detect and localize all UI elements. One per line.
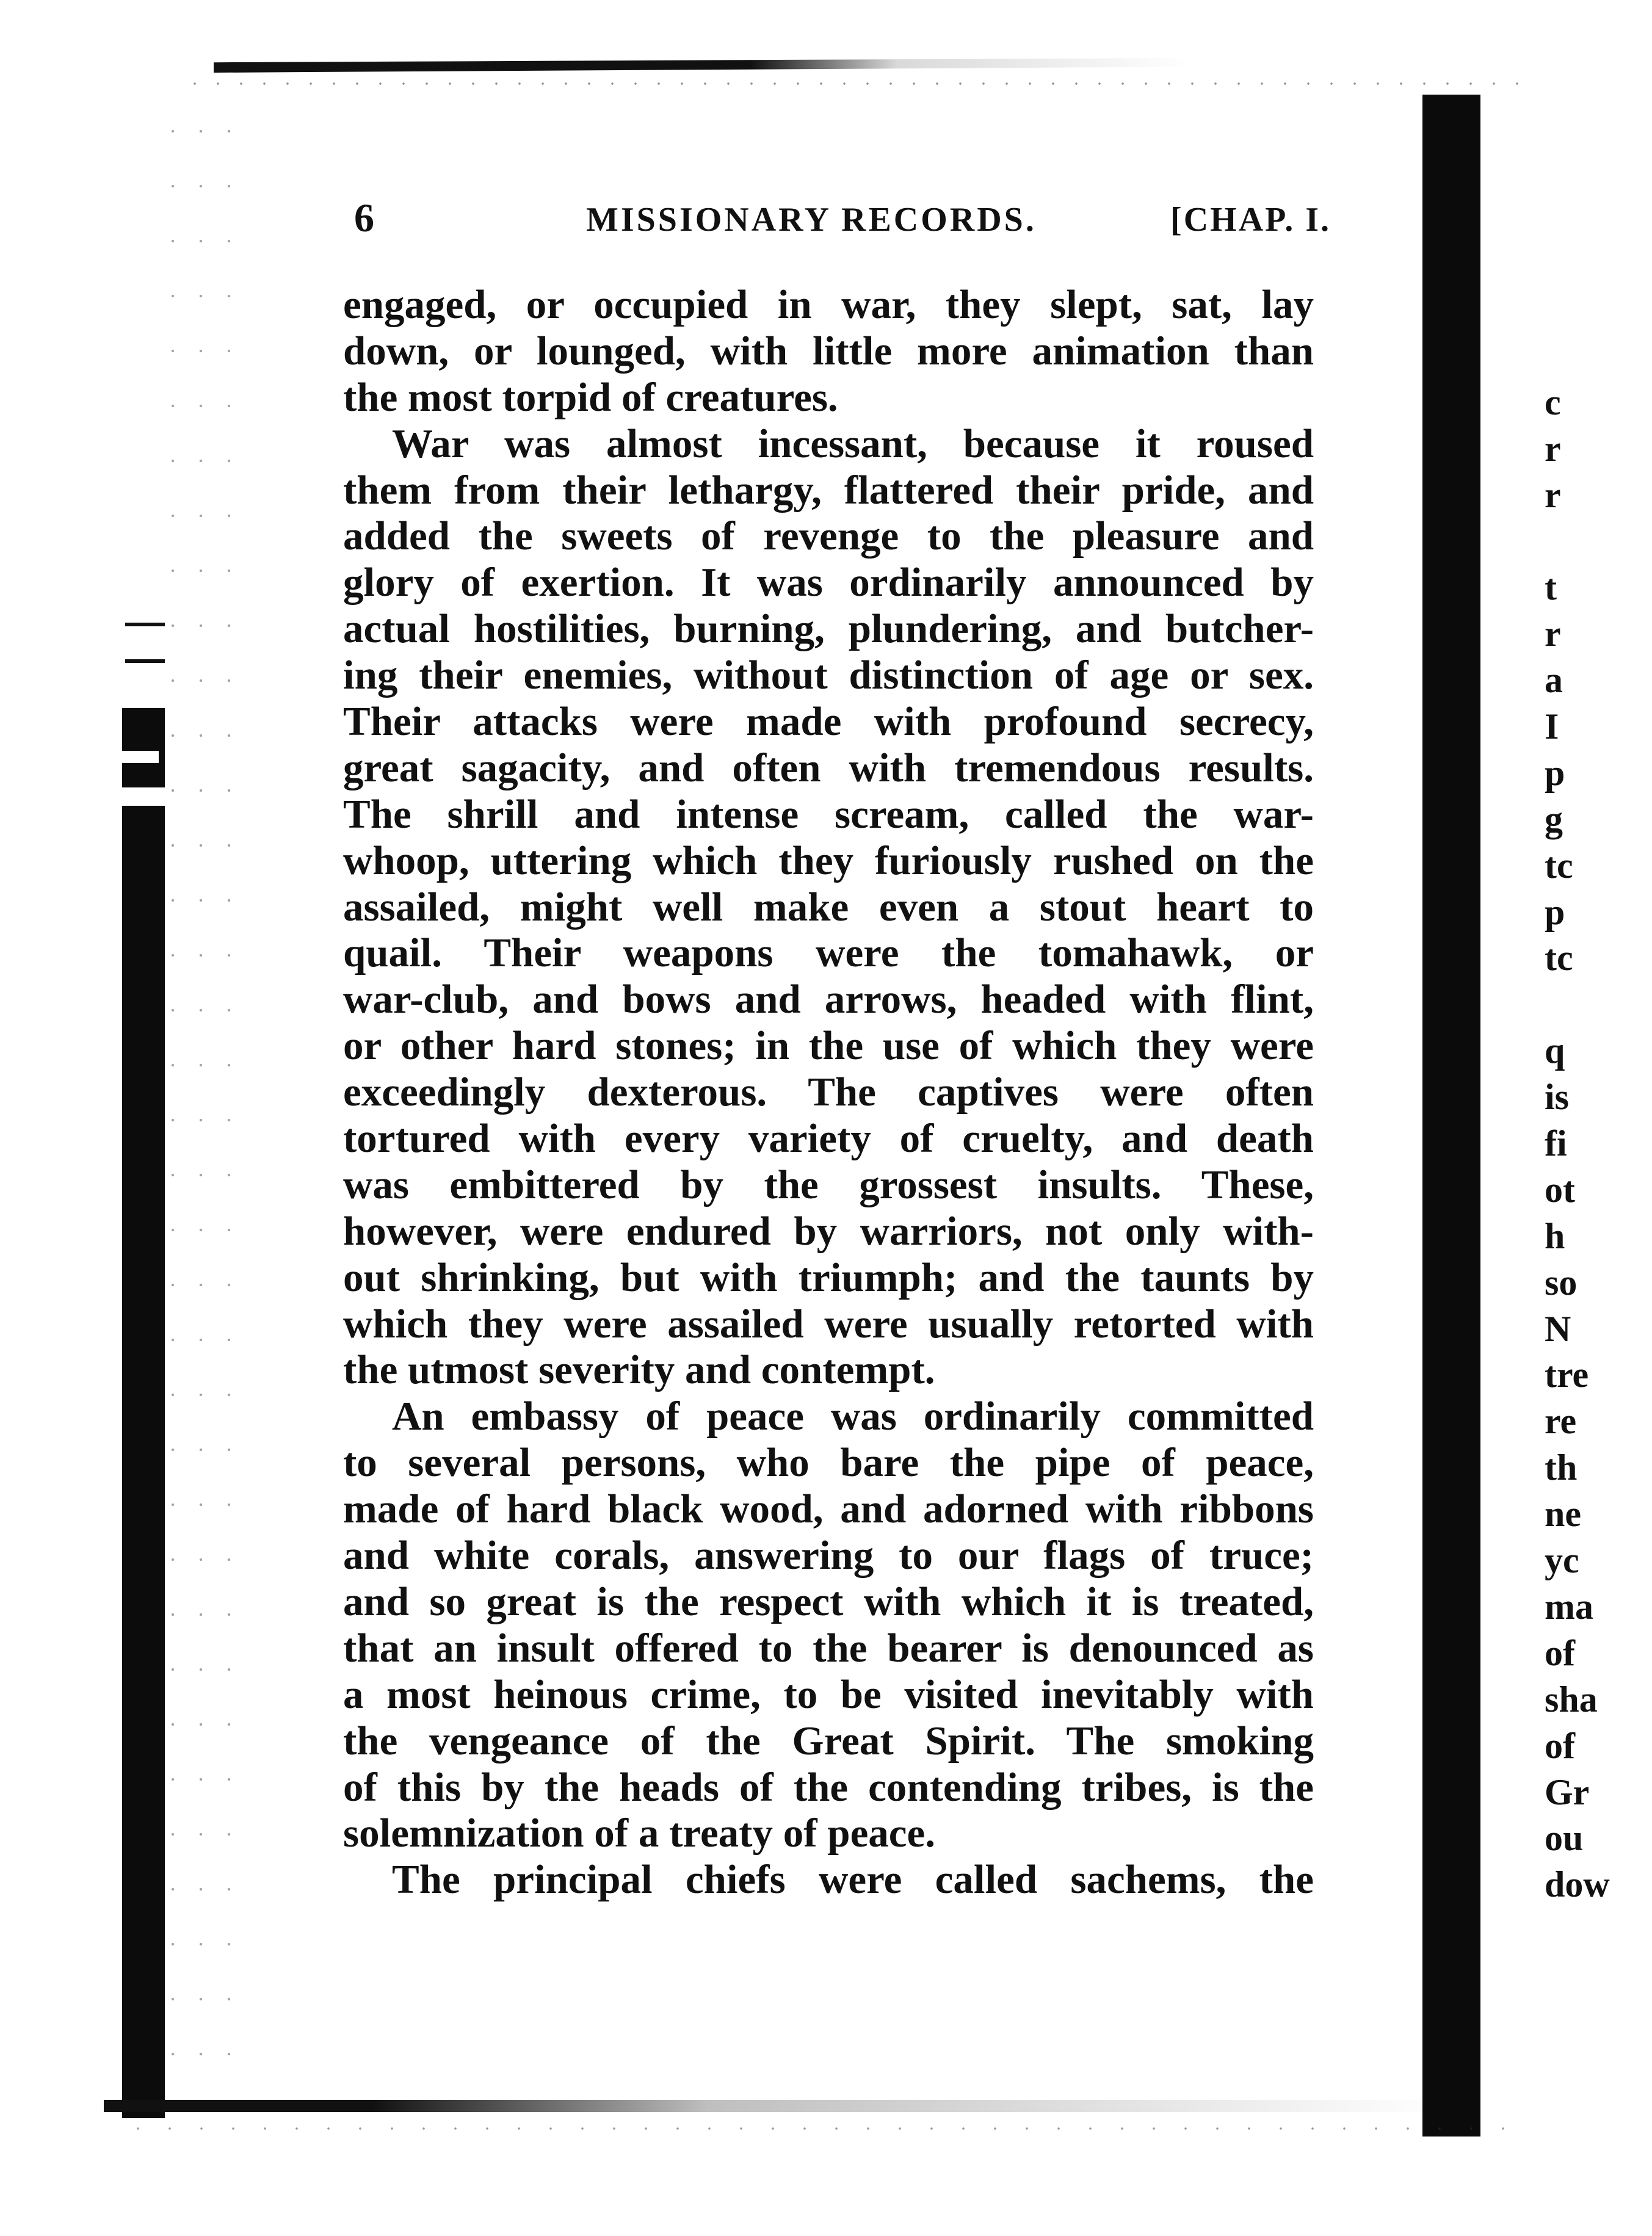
fragment: tc <box>1545 845 1573 886</box>
text-line: and white corals, answering to our flags of truce; <box>343 1533 1314 1579</box>
text-line: down, or lounged, with little more animation than <box>343 328 1314 374</box>
scan-tick <box>125 623 165 626</box>
fragment: Gr <box>1545 1771 1590 1812</box>
text-line: and so great is the respect with which it is treated, <box>343 1579 1314 1624</box>
fragment: I <box>1545 706 1559 747</box>
fragment: dow <box>1545 1864 1610 1905</box>
fragment: r <box>1545 474 1561 515</box>
body-text <box>343 282 1314 1903</box>
text-line: made of hard black wood, and adorned with ribbons <box>343 1486 1314 1532</box>
fragment <box>1545 287 1652 333</box>
fragment: ou <box>1545 1818 1584 1859</box>
text-line: quail. Their weapons were the tomahawk, or <box>343 930 1314 976</box>
fragment: th <box>1545 1447 1578 1488</box>
scan-edge-left <box>122 806 165 2118</box>
fragment: ne <box>1545 1494 1581 1535</box>
text-line: ing their enemies, without distinction of age or sex. <box>343 653 1314 698</box>
fragment <box>1545 982 1652 1028</box>
text-line: Their attacks were made with profound secrecy, <box>343 699 1314 745</box>
scan-noise-top <box>183 79 1526 90</box>
fragment: of <box>1545 1725 1575 1766</box>
fragment: re <box>1545 1401 1577 1442</box>
scan-tick <box>125 659 165 663</box>
text-line: a most heinous crime, to be visited inevitably with <box>343 1671 1314 1717</box>
chapter-reference: [CHAP. I. <box>1170 201 1331 239</box>
text-line: The shrill and intense scream, called the war- <box>343 791 1314 837</box>
fragment: r <box>1545 428 1561 469</box>
text-line: or other hard stones; in the use of which they were <box>343 1023 1314 1069</box>
text-line: assailed, might well make even a stout heart to <box>343 884 1314 930</box>
text-line: was embittered by the grossest insults. These, <box>343 1162 1314 1207</box>
text-line: solemnization of a treaty of peace. <box>343 1811 936 1856</box>
page-gutter-shadow <box>1422 95 1480 2137</box>
text-line: whoop, uttering which they furiously rushed on the <box>343 838 1314 883</box>
fragment: p <box>1545 891 1565 932</box>
fragment: fi <box>1545 1123 1567 1164</box>
text-line: out shrinking, but with triumph; and the taunts by <box>343 1254 1314 1300</box>
text-line: which they were assailed were usually retorted with <box>343 1301 1314 1347</box>
fragment: t <box>1545 567 1557 608</box>
text-line: that an insult offered to the bearer is denounced as <box>343 1625 1314 1671</box>
text-line: actual hostilities, burning, plundering, and butcher- <box>343 606 1314 652</box>
scan-edge-top <box>214 58 1190 73</box>
fragment: r <box>1545 613 1561 654</box>
fragment: h <box>1545 1215 1565 1256</box>
text-line: them from their lethargy, flattered their pride, and <box>343 467 1314 513</box>
scan-gap-left <box>122 751 159 763</box>
fragment <box>1545 333 1652 380</box>
facing-page-fragments <box>1545 287 1652 1908</box>
fragment: is <box>1545 1077 1570 1118</box>
fragment: N <box>1545 1308 1571 1349</box>
fragment: p <box>1545 752 1565 793</box>
fragment: g <box>1545 798 1563 839</box>
running-head: MISSIONARY RECORDS. <box>586 201 1037 239</box>
fragment: a <box>1545 660 1563 701</box>
fragment: of <box>1545 1632 1575 1673</box>
text-line: to several persons, who bare the pipe of peace, <box>343 1440 1314 1486</box>
text-line: great sagacity, and often with tremendous results. <box>343 745 1314 791</box>
text-line: the most torpid of creatures. <box>343 374 838 420</box>
fragment <box>1545 518 1652 565</box>
text-line: engaged, or occupied in war, they slept, sat, lay <box>343 282 1314 327</box>
text-line: war-club, and bows and arrows, headed with flint, <box>343 977 1314 1022</box>
text-line: the vengeance of the Great Spirit. The smoking <box>343 1718 1314 1764</box>
fragment: sha <box>1545 1679 1598 1720</box>
page-header <box>342 195 1331 250</box>
text-line: glory of exertion. It was ordinarily announced by <box>343 560 1314 606</box>
scan-edge-bottom <box>104 2100 1447 2112</box>
text-line: of this by the heads of the contending tribes, is the <box>343 1764 1314 1810</box>
text-line: the utmost severity and contempt. <box>343 1347 935 1393</box>
text-line: tortured with every variety of cruelty, and death <box>343 1116 1314 1162</box>
text-line: An embassy of peace was ordinarily committed <box>392 1394 1314 1439</box>
fragment: c <box>1545 382 1561 422</box>
fragment: tc <box>1545 938 1573 979</box>
scan-edge-left-upper <box>122 708 165 787</box>
text-line: The principal chiefs were called sachems, the <box>392 1857 1314 1903</box>
text-line: however, were endured by warriors, not only with- <box>343 1208 1314 1254</box>
page-number: 6 <box>354 196 376 241</box>
text-line: War was almost incessant, because it roused <box>392 421 1314 466</box>
fragment: ma <box>1545 1586 1593 1627</box>
fragment: yc <box>1545 1540 1579 1581</box>
text-line: exceedingly dexterous. The captives were often <box>343 1069 1314 1115</box>
fragment: tre <box>1545 1355 1589 1395</box>
scan-noise-bottom <box>122 2124 1526 2133</box>
scan-noise-left <box>159 104 232 2057</box>
fragment: so <box>1545 1262 1578 1303</box>
fragment: ot <box>1545 1169 1575 1210</box>
text-line: added the sweets of revenge to the pleasure and <box>343 513 1314 559</box>
fragment: q <box>1545 1030 1565 1071</box>
